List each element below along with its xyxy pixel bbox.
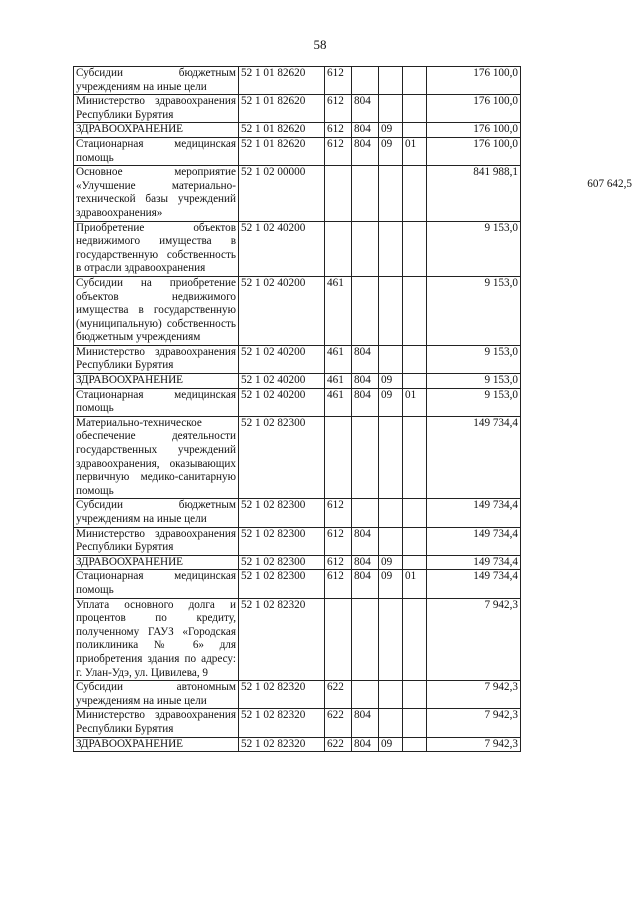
ministry-code: 804 [352, 527, 379, 555]
expense-type-code: 612 [325, 527, 352, 555]
table-row [74, 499, 521, 527]
amount-value: 9 153,0 [427, 374, 521, 389]
target-article-code: 52 1 02 82320 [239, 681, 325, 709]
subsection-code [403, 166, 427, 221]
amount-value: 9 153,0 [427, 221, 521, 276]
expense-type-code: 612 [325, 123, 352, 138]
amount-value: 176 100,0 [427, 95, 521, 123]
table-row [74, 137, 521, 165]
ministry-code: 804 [352, 737, 379, 752]
section-code [379, 709, 403, 737]
amount-value: 9 153,0 [427, 276, 521, 345]
table-row [74, 276, 521, 345]
target-article-code: 52 1 02 82300 [239, 416, 325, 499]
section-code: 09 [379, 570, 403, 598]
target-article-code: 52 1 02 40200 [239, 388, 325, 416]
target-article-code: 52 1 02 82320 [239, 737, 325, 752]
target-article-code: 52 1 02 40200 [239, 374, 325, 389]
amount-value: 149 734,4 [427, 527, 521, 555]
table-row [74, 221, 521, 276]
subsection-code [403, 95, 427, 123]
table-row [74, 123, 521, 138]
subsection-code [403, 345, 427, 373]
table-row [74, 709, 521, 737]
subsection-code [403, 527, 427, 555]
amount-value: 7 942,3 [427, 737, 521, 752]
amount-value: 176 100,0 [427, 123, 521, 138]
line-item-name: Приобретение объектов недвижимого имущества в государственную собственность в отрасли здравоохранения [74, 221, 239, 276]
target-article-code: 52 1 02 82320 [239, 709, 325, 737]
expense-type-code: 612 [325, 570, 352, 598]
expense-type-code: 612 [325, 67, 352, 95]
expense-type-code: 612 [325, 137, 352, 165]
line-item-name: Министерство здравоохранения Республики Бурятия [74, 345, 239, 373]
section-code [379, 221, 403, 276]
line-item-name: Материально-техническое обеспечение деятельности государственных учреждений здравоохранения, оказывающих первичную медико-санитарную помощь [74, 416, 239, 499]
subsection-code [403, 555, 427, 570]
line-item-name: Субсидии бюджетным учреждениям на иные цели [74, 499, 239, 527]
target-article-code: 52 1 02 82300 [239, 527, 325, 555]
expense-type-code: 461 [325, 276, 352, 345]
expense-type-code [325, 221, 352, 276]
table-row [74, 388, 521, 416]
target-article-code: 52 1 02 40200 [239, 221, 325, 276]
amount-value: 7 942,3 [427, 681, 521, 709]
subsection-code [403, 221, 427, 276]
table-row [74, 527, 521, 555]
expense-type-code: 461 [325, 345, 352, 373]
table-row [74, 416, 521, 499]
line-item-name: Субсидии автономным учреждениям на иные цели [74, 681, 239, 709]
amount-value: 149 734,4 [427, 416, 521, 499]
amount-value: 7 942,3 [427, 598, 521, 681]
target-article-code: 52 1 01 82620 [239, 137, 325, 165]
section-code [379, 95, 403, 123]
line-item-name: Основное мероприятие «Улучшение материально-технической базы учреждений здравоохранения» [74, 166, 239, 221]
page-number: 58 [313, 37, 327, 52]
ministry-code: 804 [352, 137, 379, 165]
ministry-code [352, 598, 379, 681]
line-item-name: Министерство здравоохранения Республики Бурятия [74, 527, 239, 555]
section-code [379, 345, 403, 373]
subsection-code [403, 67, 427, 95]
expense-type-code: 612 [325, 95, 352, 123]
expense-type-code: 622 [325, 681, 352, 709]
subsection-code [403, 416, 427, 499]
target-article-code: 52 1 02 82300 [239, 499, 325, 527]
table-row [74, 681, 521, 709]
section-code: 09 [379, 137, 403, 165]
amount-value: 149 734,4 [427, 499, 521, 527]
ministry-code [352, 499, 379, 527]
target-article-code: 52 1 01 82620 [239, 123, 325, 138]
expense-type-code: 612 [325, 555, 352, 570]
line-item-name: Субсидии на приобретение объектов недвижимого имущества в государственную (муниципальную) собственность бюджетным учреждениям [74, 276, 239, 345]
subsection-code [403, 709, 427, 737]
table-row [74, 737, 521, 752]
expense-type-code [325, 598, 352, 681]
amount-value: 9 153,0 [427, 388, 521, 416]
section-code [379, 67, 403, 95]
extra-column-value: 607 642,5 [587, 178, 632, 190]
subsection-code: 01 [403, 137, 427, 165]
amount-value: 176 100,0 [427, 137, 521, 165]
ministry-code [352, 681, 379, 709]
subsection-code [403, 499, 427, 527]
expense-type-code: 461 [325, 374, 352, 389]
expense-type-code [325, 166, 352, 221]
line-item-name: Стационарная медицинская помощь [74, 137, 239, 165]
subsection-code [403, 737, 427, 752]
table-row [74, 95, 521, 123]
ministry-code [352, 416, 379, 499]
amount-value: 9 153,0 [427, 345, 521, 373]
subsection-code [403, 681, 427, 709]
table-row [74, 374, 521, 389]
amount-value: 841 988,1 [427, 166, 521, 221]
table-row [74, 166, 521, 221]
table-row [74, 345, 521, 373]
ministry-code [352, 276, 379, 345]
budget-table [73, 66, 521, 752]
expense-type-code: 622 [325, 737, 352, 752]
section-code [379, 681, 403, 709]
section-code: 09 [379, 737, 403, 752]
line-item-name: Стационарная медицинская помощь [74, 570, 239, 598]
line-item-name: ЗДРАВООХРАНЕНИЕ [74, 123, 239, 138]
ministry-code: 804 [352, 388, 379, 416]
section-code [379, 499, 403, 527]
target-article-code: 52 1 02 82300 [239, 555, 325, 570]
line-item-name: Министерство здравоохранения Республики Бурятия [74, 95, 239, 123]
ministry-code: 804 [352, 570, 379, 598]
section-code [379, 598, 403, 681]
section-code: 09 [379, 388, 403, 416]
expense-type-code [325, 416, 352, 499]
table-row [74, 570, 521, 598]
ministry-code [352, 67, 379, 95]
amount-value: 149 734,4 [427, 570, 521, 598]
table-row [74, 67, 521, 95]
section-code [379, 527, 403, 555]
line-item-name: Субсидии бюджетным учреждениям на иные цели [74, 67, 239, 95]
line-item-name: ЗДРАВООХРАНЕНИЕ [74, 374, 239, 389]
ministry-code [352, 166, 379, 221]
target-article-code: 52 1 01 82620 [239, 95, 325, 123]
target-article-code: 52 1 02 82320 [239, 598, 325, 681]
ministry-code: 804 [352, 709, 379, 737]
subsection-code [403, 374, 427, 389]
ministry-code [352, 221, 379, 276]
subsection-code [403, 598, 427, 681]
amount-value: 176 100,0 [427, 67, 521, 95]
ministry-code: 804 [352, 555, 379, 570]
ministry-code: 804 [352, 345, 379, 373]
amount-value: 149 734,4 [427, 555, 521, 570]
section-code: 09 [379, 374, 403, 389]
section-code [379, 416, 403, 499]
line-item-name: Министерство здравоохранения Республики Бурятия [74, 709, 239, 737]
target-article-code: 52 1 02 82300 [239, 570, 325, 598]
line-item-name: ЗДРАВООХРАНЕНИЕ [74, 737, 239, 752]
target-article-code: 52 1 02 00000 [239, 166, 325, 221]
ministry-code: 804 [352, 95, 379, 123]
expense-type-code: 622 [325, 709, 352, 737]
amount-value: 7 942,3 [427, 709, 521, 737]
subsection-code [403, 123, 427, 138]
line-item-name: Уплата основного долга и процентов по кредиту, полученному ГАУЗ «Городская поликлиника № 6» для приобретения здания по адресу: г. Улан-Удэ, ул. Цивилева, 9 [74, 598, 239, 681]
target-article-code: 52 1 02 40200 [239, 345, 325, 373]
line-item-name: ЗДРАВООХРАНЕНИЕ [74, 555, 239, 570]
section-code: 09 [379, 123, 403, 138]
target-article-code: 52 1 02 40200 [239, 276, 325, 345]
line-item-name: Стационарная медицинская помощь [74, 388, 239, 416]
section-code [379, 276, 403, 345]
subsection-code: 01 [403, 388, 427, 416]
expense-type-code: 461 [325, 388, 352, 416]
subsection-code: 01 [403, 570, 427, 598]
target-article-code: 52 1 01 82620 [239, 67, 325, 95]
table-row [74, 598, 521, 681]
expense-type-code: 612 [325, 499, 352, 527]
ministry-code: 804 [352, 123, 379, 138]
table-row [74, 555, 521, 570]
section-code [379, 166, 403, 221]
ministry-code: 804 [352, 374, 379, 389]
subsection-code [403, 276, 427, 345]
section-code: 09 [379, 555, 403, 570]
